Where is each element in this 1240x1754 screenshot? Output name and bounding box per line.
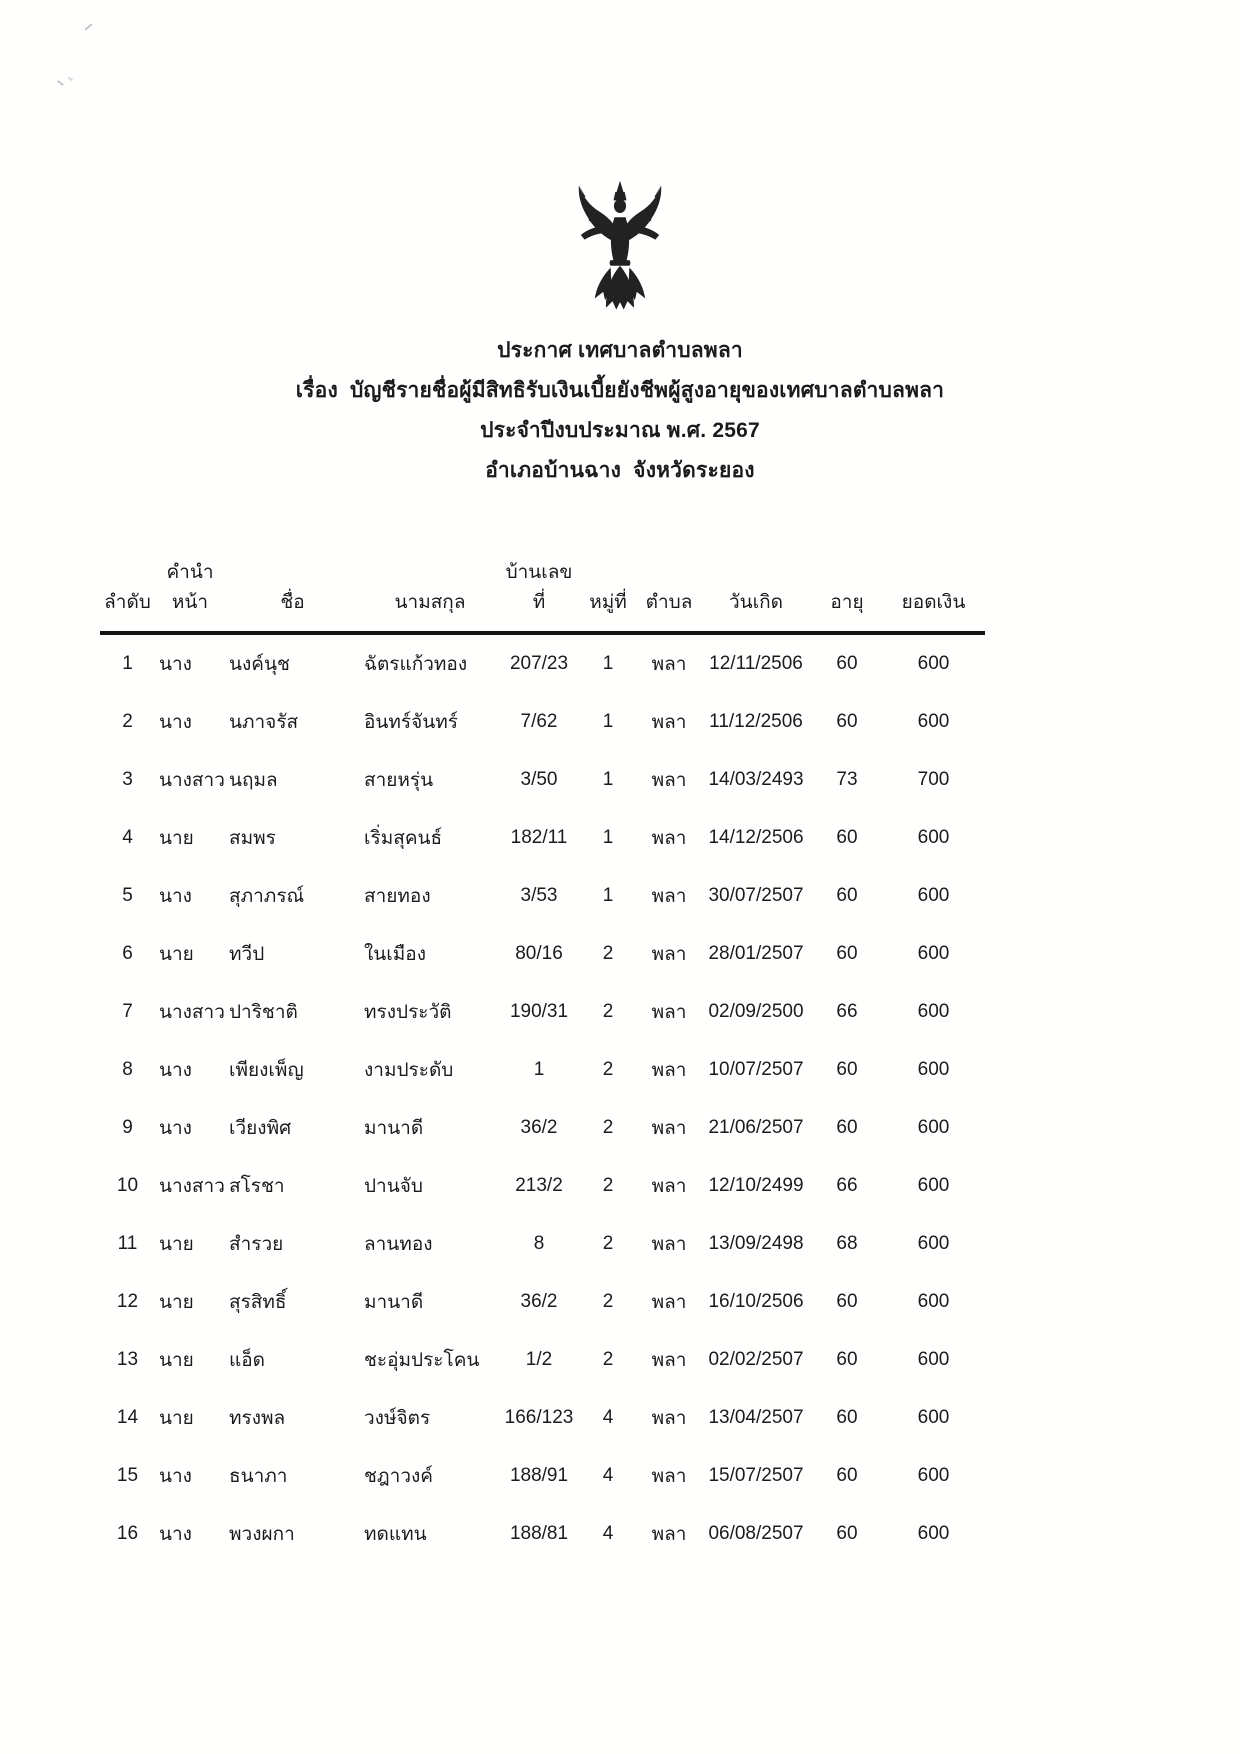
cell: 2 <box>602 1175 614 1196</box>
cell: 3 <box>122 769 133 790</box>
announcement-title: ประกาศ เทศบาลตำบลพลา <box>497 339 743 362</box>
cell: นาย <box>159 1292 194 1313</box>
cell: นาย <box>159 1350 194 1371</box>
cell: 188/81 <box>509 1523 569 1544</box>
cell: 188/91 <box>509 1465 569 1486</box>
cell: 16 <box>116 1523 139 1544</box>
cell: 14/12/2506 <box>708 827 804 848</box>
cell: นางสาว <box>159 1176 225 1197</box>
cell: วงษ์จิตร <box>364 1408 431 1429</box>
cell: 12 <box>116 1291 139 1312</box>
cell: 60 <box>836 1523 858 1544</box>
cell: สำรวย <box>229 1234 284 1255</box>
cell: 1 <box>602 827 614 848</box>
cell: นางสาว <box>159 1002 225 1023</box>
cell: 06/08/2507 <box>708 1523 804 1544</box>
cell: มานาดี <box>364 1292 424 1313</box>
cell: 600 <box>917 1465 950 1486</box>
cell: ทดแทน <box>364 1524 427 1545</box>
garuda-emblem-icon <box>564 178 676 323</box>
cell: 60 <box>836 1291 858 1312</box>
cell: 10 <box>116 1175 139 1196</box>
cell: 600 <box>917 827 950 848</box>
cell: 213/2 <box>515 1175 563 1196</box>
cell: 73 <box>836 769 858 790</box>
cell: 60 <box>836 1059 858 1080</box>
cell: 80/16 <box>515 943 563 964</box>
cell: พลา <box>651 944 687 965</box>
district-province-line: อำเภอบ้านฉาง จังหวัดระยอง <box>485 459 755 482</box>
cell: 1 <box>602 711 614 732</box>
table-row <box>100 983 985 1041</box>
column-header: นามสกุล <box>360 540 500 633</box>
cell: นางสาว <box>159 770 225 791</box>
cell: 7 <box>122 1001 133 1022</box>
cell: 3/53 <box>520 885 558 906</box>
cell: 36/2 <box>520 1117 558 1138</box>
table-row <box>100 1505 985 1563</box>
cell: 600 <box>917 711 950 732</box>
cell: ปาริชาติ <box>229 1002 298 1023</box>
table-body <box>100 633 985 1563</box>
cell: ในเมือง <box>364 944 426 965</box>
cell: 30/07/2507 <box>708 885 804 906</box>
cell: พลา <box>651 1524 687 1545</box>
cell: 16/10/2506 <box>708 1291 804 1312</box>
cell: พลา <box>651 1466 687 1487</box>
cell: 2 <box>602 1291 614 1312</box>
cell: 2 <box>602 1349 614 1370</box>
cell: นาย <box>159 1234 194 1255</box>
cell: ทรงประวัติ <box>364 1002 452 1023</box>
table-row <box>100 1041 985 1099</box>
cell: นาง <box>159 1466 192 1487</box>
cell: 1 <box>602 769 614 790</box>
cell: 600 <box>917 653 950 674</box>
cell: 600 <box>917 1407 950 1428</box>
table-row <box>100 1447 985 1505</box>
cell: นาย <box>159 1408 194 1429</box>
cell: 15 <box>116 1465 139 1486</box>
cell: 02/02/2507 <box>708 1349 804 1370</box>
table-row <box>100 1389 985 1447</box>
fiscal-year-line: ประจำปีงบประมาณ พ.ศ. 2567 <box>480 419 760 442</box>
cell: พวงผกา <box>229 1524 295 1545</box>
cell: 6 <box>122 943 133 964</box>
cell: นาย <box>159 828 194 849</box>
cell: 600 <box>917 1059 950 1080</box>
cell: 66 <box>836 1175 858 1196</box>
cell: พลา <box>651 1350 687 1371</box>
cell: 02/09/2500 <box>708 1001 804 1022</box>
cell: 60 <box>836 943 858 964</box>
cell: นาง <box>159 1524 192 1545</box>
cell: สุรสิทธิ์ <box>229 1292 287 1313</box>
cell: ฉัตรแก้วทอง <box>364 654 468 675</box>
cell: งามประดับ <box>364 1060 454 1081</box>
cell: พลา <box>651 828 687 849</box>
cell: ธนาภา <box>229 1466 288 1487</box>
cell: พลา <box>651 1408 687 1429</box>
cell: 207/23 <box>509 653 569 674</box>
cell: 8 <box>533 1233 545 1254</box>
table-row <box>100 1099 985 1157</box>
cell: 600 <box>917 1349 950 1370</box>
cell: 14 <box>116 1407 139 1428</box>
cell: เริ่มสุคนธ์ <box>364 828 443 849</box>
cell: 68 <box>836 1233 858 1254</box>
cell: 60 <box>836 1117 858 1138</box>
cell: ทวีป <box>229 944 265 965</box>
cell: 1 <box>602 885 614 906</box>
cell: 600 <box>917 1523 950 1544</box>
subject-line: เรื่อง บัญชีรายชื่อผู้มีสิทธิรับเงินเบี้ยยังชีพผู้สูงอายุของเทศบาลตำบลพลา <box>295 379 945 402</box>
cell: 8 <box>122 1059 133 1080</box>
cell: มานาดี <box>364 1118 424 1139</box>
cell: พลา <box>651 1002 687 1023</box>
cell: นาง <box>159 1060 192 1081</box>
cell: พลา <box>651 1292 687 1313</box>
cell: 1 <box>533 1059 545 1080</box>
cell: นาง <box>159 712 192 733</box>
cell: 7/62 <box>520 711 558 732</box>
cell: อินทร์จันทร์ <box>364 712 458 733</box>
column-header: หมู่ที่ <box>578 540 638 633</box>
cell: 12/10/2499 <box>708 1175 804 1196</box>
cell: ปานจับ <box>364 1176 423 1197</box>
cell: ชฎาวงค์ <box>364 1466 433 1487</box>
table-row <box>100 925 985 983</box>
cell: 60 <box>836 827 858 848</box>
cell: 60 <box>836 711 858 732</box>
column-header: วันเกิด <box>700 540 812 633</box>
column-header: ยอดเงิน <box>882 540 985 633</box>
cell: นาง <box>159 1118 192 1139</box>
cell: 2 <box>122 711 133 732</box>
cell: 600 <box>917 943 950 964</box>
cell: สุภาภรณ์ <box>229 886 305 907</box>
cell: 190/31 <box>509 1001 569 1022</box>
cell: 36/2 <box>520 1291 558 1312</box>
cell: 2 <box>602 943 614 964</box>
cell: เพียงเพ็ญ <box>229 1060 304 1081</box>
cell: พลา <box>651 770 687 791</box>
cell: 166/123 <box>504 1407 574 1428</box>
cell: นาง <box>159 886 192 907</box>
cell: พลา <box>651 1234 687 1255</box>
cell: สายหรุ่น <box>364 770 434 791</box>
cell: พลา <box>651 1060 687 1081</box>
table-header-row <box>100 540 985 633</box>
column-header: บ้านเลขที่ <box>500 540 578 633</box>
table-head <box>100 540 985 633</box>
cell: 21/06/2507 <box>708 1117 804 1138</box>
cell: พลา <box>651 886 687 907</box>
cell: 4 <box>122 827 133 848</box>
cell: นฤมล <box>229 770 278 791</box>
cell: 3/50 <box>520 769 558 790</box>
cell: 12/11/2506 <box>709 653 803 674</box>
table-row <box>100 809 985 867</box>
cell: 600 <box>917 1233 950 1254</box>
cell: ลานทอง <box>364 1234 433 1255</box>
cell: 13 <box>116 1349 139 1370</box>
column-header: คำนำหน้า <box>155 540 225 633</box>
cell: 600 <box>917 1117 950 1138</box>
table-row <box>100 1331 985 1389</box>
cell: 1 <box>602 653 614 674</box>
cell: 60 <box>836 1349 858 1370</box>
cell: สายทอง <box>364 886 431 907</box>
cell: สมพร <box>229 828 276 849</box>
column-header: ลำดับ <box>100 540 155 633</box>
table-row <box>100 1215 985 1273</box>
cell: 2 <box>602 1117 614 1138</box>
table-row <box>100 1157 985 1215</box>
cell: พลา <box>651 712 687 733</box>
cell: 1/2 <box>525 1349 553 1370</box>
cell: พลา <box>651 654 687 675</box>
cell: เวียงพิศ <box>229 1118 292 1139</box>
table-row <box>100 693 985 751</box>
table-row <box>100 1273 985 1331</box>
cell: 2 <box>602 1001 614 1022</box>
cell: 600 <box>917 1175 950 1196</box>
column-header: ชื่อ <box>225 540 360 633</box>
cell: 182/11 <box>510 827 568 848</box>
table-row <box>100 633 985 693</box>
cell: 66 <box>836 1001 858 1022</box>
cell: ทรงพล <box>229 1408 286 1429</box>
cell: 15/07/2507 <box>708 1465 804 1486</box>
cell: 60 <box>836 653 858 674</box>
cell: 60 <box>836 1465 858 1486</box>
scan-artifact <box>57 80 64 86</box>
scan-artifact <box>84 23 92 30</box>
column-header: ตำบล <box>638 540 700 633</box>
cell: 11 <box>117 1233 138 1254</box>
cell: นาย <box>159 944 194 965</box>
cell: 1 <box>122 653 133 674</box>
cell: 4 <box>602 1523 614 1544</box>
cell: นาง <box>159 654 192 675</box>
cell: 14/03/2493 <box>708 769 804 790</box>
scan-artifact <box>68 77 73 82</box>
cell: 5 <box>122 885 133 906</box>
cell: 2 <box>602 1059 614 1080</box>
cell: แอ็ด <box>229 1350 265 1371</box>
cell: 13/09/2498 <box>708 1233 804 1254</box>
cell: 4 <box>602 1465 614 1486</box>
cell: สโรชา <box>229 1176 285 1197</box>
column-header: อายุ <box>812 540 882 633</box>
cell: 60 <box>836 885 858 906</box>
cell: พลา <box>651 1176 687 1197</box>
document-header <box>0 331 1240 491</box>
cell: 600 <box>917 885 950 906</box>
cell: 10/07/2507 <box>708 1059 804 1080</box>
cell: 2 <box>602 1233 614 1254</box>
cell: 60 <box>836 1407 858 1428</box>
cell: 9 <box>122 1117 133 1138</box>
cell: 600 <box>917 1001 950 1022</box>
cell: 11/12/2506 <box>709 711 803 732</box>
cell: 600 <box>917 1291 950 1312</box>
cell: ชะอุ่มประโคน <box>364 1350 480 1371</box>
allowance-table <box>100 540 985 1563</box>
cell: 28/01/2507 <box>708 943 804 964</box>
cell: 13/04/2507 <box>708 1407 804 1428</box>
cell: นภาจรัส <box>229 712 299 733</box>
cell: นงค์นุช <box>229 654 290 675</box>
cell: 700 <box>917 769 950 790</box>
cell: 4 <box>602 1407 614 1428</box>
table-row <box>100 751 985 809</box>
table-row <box>100 867 985 925</box>
cell: พลา <box>651 1118 687 1139</box>
